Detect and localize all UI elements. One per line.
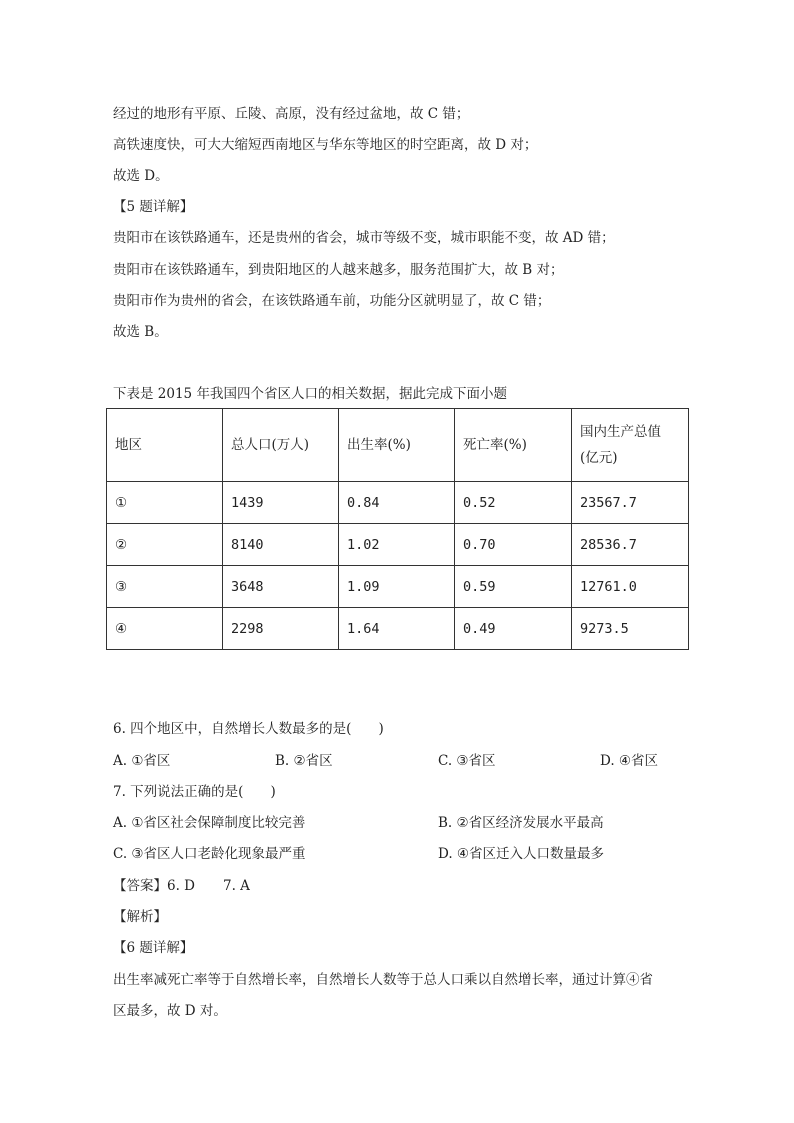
explanation-line: 贵阳市在该铁路通车，还是贵州的省会，城市等级不变，城市职能不变，故 AD 错；: [113, 230, 615, 246]
cell-gdp: 9273.5: [572, 608, 689, 650]
table-row: [107, 608, 689, 650]
cell-region: ④: [107, 608, 223, 650]
explanation-line: 贵阳市作为贵州的省会，在该铁路通车前，功能分区就明显了，故 C 错；: [113, 293, 551, 309]
header-gdp-line1: 国内生产总值: [580, 424, 661, 440]
explanation-line: 高铁速度快，可大大缩短西南地区与华东等地区的时空距离，故 D 对；: [113, 137, 538, 153]
answer-7: 7. A: [223, 878, 250, 894]
header-gdp: [572, 409, 689, 482]
q6-option-d: D. ④省区: [600, 753, 659, 769]
cell-birth-rate: 1.02: [339, 524, 455, 566]
analysis-detail-label: 【6 题详解】: [113, 940, 194, 956]
explanation-line: 贵阳市在该铁路通车，到贵阳地区的人越来越多，服务范围扩大，故 B 对；: [113, 262, 564, 278]
cell-gdp: 12761.0: [572, 566, 689, 608]
cell-birth-rate: 1.64: [339, 608, 455, 650]
question-6-stem: 6. 四个地区中，自然增长人数最多的是( ): [113, 721, 384, 737]
header-birth-rate: 出生率(%): [339, 409, 455, 482]
q7-option-c: C. ③省区人口老龄化现象最严重: [113, 846, 306, 862]
cell-region: ①: [107, 482, 223, 524]
q6-option-c: C. ③省区: [438, 753, 496, 769]
cell-region: ③: [107, 566, 223, 608]
cell-population: 3648: [223, 566, 339, 608]
answer-6: 6. D: [167, 878, 195, 894]
cell-population: 8140: [223, 524, 339, 566]
answer-line: [113, 876, 250, 896]
cell-birth-rate: 0.84: [339, 482, 455, 524]
header-death-rate: 死亡率(%): [455, 409, 572, 482]
cell-region: ②: [107, 524, 223, 566]
q7-option-a: A. ①省区社会保障制度比较完善: [113, 815, 306, 831]
explanation-line: 故选 D。: [113, 168, 169, 184]
cell-population: 1439: [223, 482, 339, 524]
table-intro: 下表是 2015 年我国四个省区人口的相关数据，据此完成下面小题: [113, 386, 507, 402]
table-row: [107, 566, 689, 608]
cell-death-rate: 0.49: [455, 608, 572, 650]
cell-death-rate: 0.52: [455, 482, 572, 524]
header-gdp-line2: (亿元): [580, 450, 618, 466]
analysis-label: 【解析】: [113, 909, 167, 925]
q6-option-b: B. ②省区: [275, 753, 333, 769]
table-row: [107, 524, 689, 566]
table-header-row: [107, 409, 689, 482]
header-population: 总人口(万人): [223, 409, 339, 482]
q7-option-d: D. ④省区迁入人口数量最多: [438, 846, 605, 862]
cell-gdp: 23567.7: [572, 482, 689, 524]
explanation-line: 经过的地形有平原、丘陵、高原，没有经过盆地，故 C 错；: [113, 106, 470, 122]
explanation-line: 故选 B。: [113, 324, 168, 340]
q7-option-b: B. ②省区经济发展水平最高: [438, 815, 604, 831]
population-table: [106, 408, 689, 650]
analysis-text-line: 出生率减死亡率等于自然增长率，自然增长人数等于总人口乘以自然增长率，通过计算④省: [113, 972, 653, 988]
analysis-text-line: 区最多，故 D 对。: [113, 1003, 227, 1019]
cell-gdp: 28536.7: [572, 524, 689, 566]
cell-death-rate: 0.70: [455, 524, 572, 566]
table-row: [107, 482, 689, 524]
header-region: 地区: [107, 409, 223, 482]
cell-population: 2298: [223, 608, 339, 650]
cell-death-rate: 0.59: [455, 566, 572, 608]
q6-option-a: A. ①省区: [113, 753, 171, 769]
answer-label: 【答案】: [113, 878, 167, 894]
section-heading: 【5 题详解】: [113, 199, 194, 215]
cell-birth-rate: 1.09: [339, 566, 455, 608]
question-7-stem: 7. 下列说法正确的是( ): [113, 784, 276, 800]
